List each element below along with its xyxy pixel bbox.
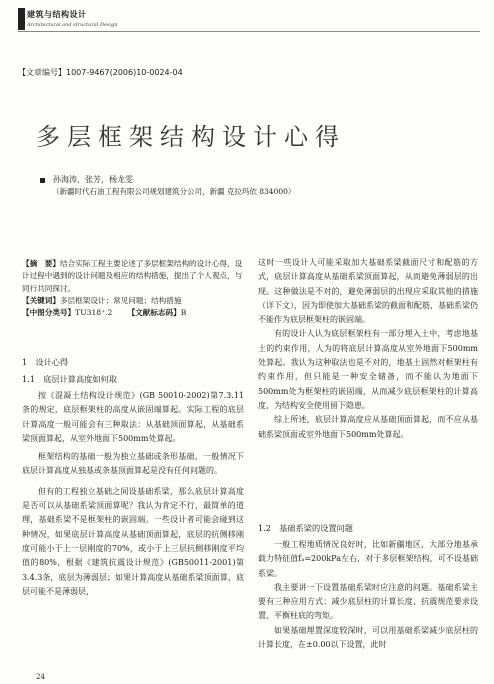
keywords-label: 【关键词】: [22, 295, 60, 305]
section-heading-1-1: 1.1 底层计算高度如何取: [22, 374, 117, 384]
paragraph: 我主要讲一下设置基础系梁时应注意的问题。基础系梁主要有三种应用方式：减少底层柱的计算长度、抗震规范要求设置、平衡柱底的弯矩。: [258, 582, 478, 621]
paragraph: 如果基础埋置深度较深时，可以用基础系梁减少底层柱的计算长度，在±0.00以下设置，此时: [258, 625, 478, 650]
abstract-label: 【摘 要】: [22, 259, 60, 268]
clc-label: 【中图分类号】: [22, 308, 76, 318]
page-number: 24: [36, 673, 45, 681]
paragraph: 这时一些设计人可能采取加大基础系梁截面尺寸和配筋的方式，底层计算高度从基础系梁顶面算起，从而避免薄弱层的出现。这种做法是不对的，避免薄弱层的出现应采取其他的措施（详下文），因为即使加大基础系梁的截面和配筋，基础系梁仍不能作为底层框架柱的嵌固端。: [258, 258, 478, 325]
section-heading-1: 1 设计心得: [22, 357, 69, 367]
keywords-text: 多层框架设计；常见问题；结构措施: [59, 295, 182, 305]
column-2-body-top: [258, 256, 478, 442]
abstract-block: [22, 258, 244, 319]
clc-value: TU318⁺.2: [75, 308, 113, 318]
doc-code-value: B: [180, 308, 187, 318]
affiliation: （新疆时代石油工程有限公司规划建筑分公司，新疆 克拉玛依 834000）: [52, 187, 296, 196]
section-heading-1-2: 1.2 基础系梁的设置问题: [258, 523, 353, 533]
paragraph: 但有的工程独立基础之间设基础系梁，那么底层计算高度是否可以从基础系梁顶面算呢？我认为肯定不行，最简单的道理，基础系梁不是框架柱的嵌固端。一些设计者可能会碰到这种情况，如果底层计算高度从基础顶面算起，底层的抗侧移刚度可能小于上一层刚度的70%，或小于上三层抗侧移刚度平均值的80%，根据《建筑抗震设计规范》(GB50011-2001)第3.4.3条，底层为薄弱层；如果计算高度从基础系梁顶面算，底层可能不是薄弱层，: [22, 486, 244, 596]
classification: [22, 307, 244, 319]
authors: [40, 174, 133, 185]
abstract-text: 结合实际工程主要论述了多层框架结构的设计心得，设计过程中遇到的设计问题及相应的结构措施，提出了个人观点，与同行共同探讨。: [22, 259, 243, 293]
keywords: [22, 295, 244, 307]
paragraph: 有的设计人认为底层框架柱有一部分埋入土中，考虑地基土的约束作用，人为的将底层计算高度从室外地面下500mm处算起。我认为这种取法也是不对的，地基土固然对框架柱有约束作用，但只能是一种安全储备，而不能认为地面下500mm处为框架柱的嵌固端，从而减少底层框架柱的计算高度，为结构安全使用留下隐患。: [258, 329, 478, 410]
paragraph: 框架结构的基础一般为独立基础或条形基础，一般情况下底层计算高度从独基或条基顶面算起是没有任何问题的。: [22, 452, 244, 476]
paragraph: 综上所述，底层计算高度应从基础顶面算起，而不应从基础系梁顶面或室外地面下500mm处算起。: [258, 415, 478, 439]
article-number: 【文章编号】1007-9467(2006)10-0024-04: [18, 68, 183, 77]
paragraph: 按《混凝土结构设计规范》(GB 50010-2002)第7.3.11条的规定，底层框架柱的高度从嵌固端算起。实际工程的底层计算高度一般可能会有三种取法：从基础顶面算起，从基础系梁顶面算起，从室外地面下500mm处算起。: [22, 391, 244, 443]
doc-code-label: 【文献标志码】: [127, 308, 181, 318]
header-bar: [18, 8, 25, 30]
article-title: 多层框架结构设计心得: [36, 123, 346, 151]
column-1-body: [22, 389, 244, 599]
journal-name-cn: 建筑与结构设计: [27, 10, 87, 19]
header-divider: [18, 31, 480, 32]
paragraph: 一般工程地质情况良好时，比如新疆地区，大部分地基承载力特征值fₐ=200kPa左右，对于多层框架结构，可不设基础系梁。: [258, 540, 478, 578]
column-2-body-bottom: [258, 538, 478, 652]
abstract: [22, 258, 244, 295]
author-names: 孙海涛，张芳，杨龙雯: [53, 175, 133, 184]
bullet-square-icon: [40, 178, 45, 183]
journal-name-en: Architectural and structural Design: [27, 22, 118, 28]
